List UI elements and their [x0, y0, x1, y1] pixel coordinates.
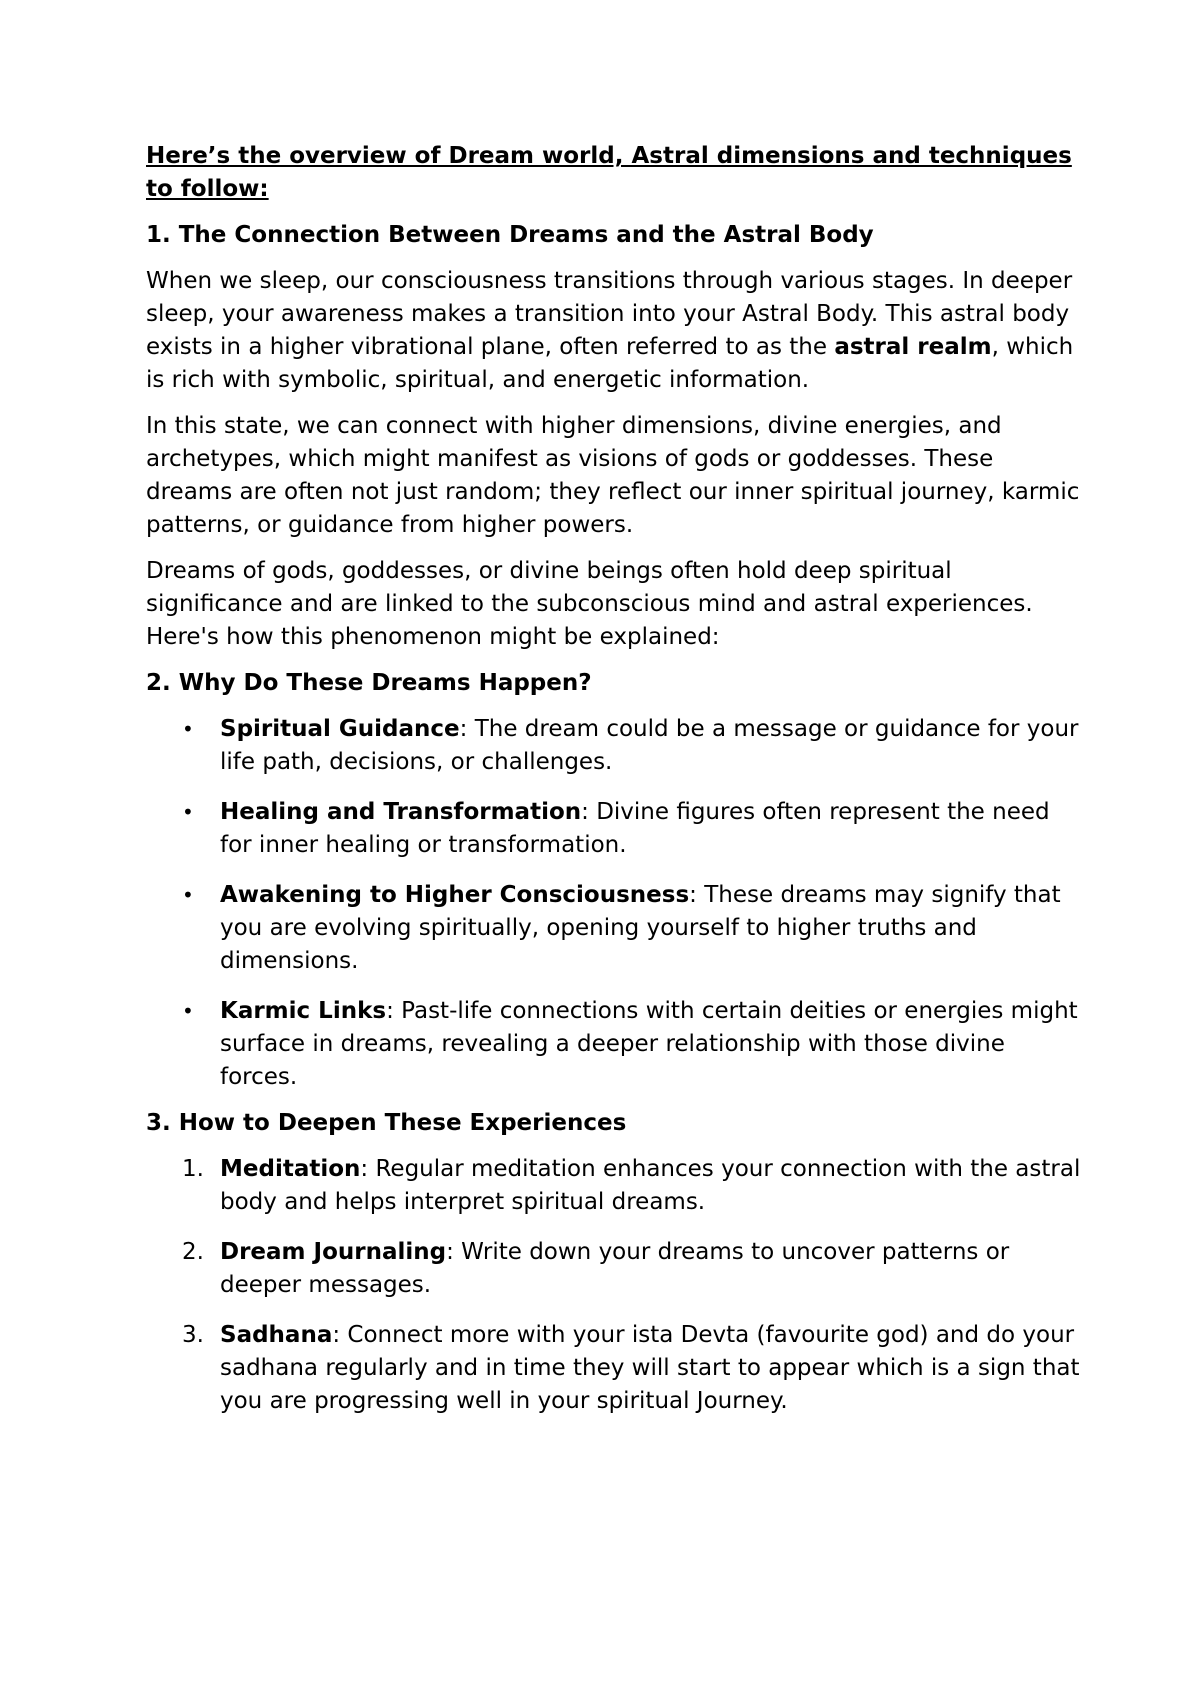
item-text: : Connect more with your ista Devta (favourite god) and do your sadhana regularly and in time they will start to appear which is a sign that you are progressing well in your spiritual Journey. — [220, 1322, 1080, 1414]
item-number: 3. — [182, 1322, 204, 1348]
section-1-paragraph-1 — [146, 265, 1086, 397]
section-1-paragraph-3: Dreams of gods, goddesses, or divine beings often hold deep spiritual significance and are linked to the subconscious mind and astral experiences. Here's how this phenomenon might be explained: — [146, 558, 1033, 650]
techniques-list — [146, 1153, 1086, 1418]
list-item — [146, 1319, 1086, 1418]
item-term: Awakening to Higher Consciousness — [220, 882, 690, 908]
item-text: : The dream could be a message or guidance for your life path, decisions, or challenges. — [220, 716, 1079, 775]
list-item — [146, 995, 1086, 1094]
document-page — [146, 140, 1086, 1431]
item-term: Healing and Transformation — [220, 799, 582, 825]
item-text: : Divine figures often represent the need for inner healing or transformation. — [220, 799, 1050, 858]
item-text: : Regular meditation enhances your connection with the astral body and helps interpret spiritual dreams. — [220, 1156, 1081, 1215]
section-3-heading: 3. How to Deepen These Experiences — [146, 1110, 627, 1136]
section-1-paragraph-2: In this state, we can connect with higher dimensions, divine energies, and archetypes, which might manifest as visions of gods or goddesses. These dreams are often not just random; they reflect our inner spiritual journey, karmic patterns, or guidance from higher powers. — [146, 413, 1080, 538]
item-term: Dream Journaling — [220, 1239, 447, 1265]
item-term: Spiritual Guidance — [220, 716, 460, 742]
bullet-icon: • — [182, 800, 194, 824]
list-item — [146, 879, 1086, 978]
item-term: Meditation — [220, 1156, 361, 1182]
item-text: : Past-life connections with certain deities or energies might surface in dreams, revealing a deeper relationship with those divine forces. — [220, 998, 1078, 1090]
paragraph-text: When we sleep, our consciousness transitions through various stages. In deeper sleep, your awareness makes a transition into your Astral Body. This astral body exists in a higher vibrational plane, often referred to as the — [146, 268, 1073, 360]
item-term: Karmic Links — [220, 998, 387, 1024]
item-term: Sadhana — [220, 1322, 333, 1348]
item-text: : These dreams may signify that you are evolving spiritually, opening yourself to higher truths and dimensions. — [220, 882, 1061, 974]
list-item — [146, 796, 1086, 862]
list-item — [146, 1236, 1086, 1302]
list-item — [146, 1153, 1086, 1219]
section-2-heading: 2. Why Do These Dreams Happen? — [146, 670, 592, 696]
reasons-list — [146, 713, 1086, 1094]
astral-realm-term: astral realm — [834, 334, 992, 360]
bullet-icon: • — [182, 999, 194, 1023]
item-number: 2. — [182, 1239, 204, 1265]
document-title: Here’s the overview of Dream world, Astral dimensions and techniques to follow: — [146, 143, 1072, 202]
item-number: 1. — [182, 1156, 204, 1182]
item-text: : Write down your dreams to uncover patterns or deeper messages. — [220, 1239, 1010, 1298]
paragraph-text: , which is rich with symbolic, spiritual, and energetic information. — [146, 334, 1074, 393]
bullet-icon: • — [182, 883, 194, 907]
list-item — [146, 713, 1086, 779]
bullet-icon: • — [182, 717, 194, 741]
section-1-heading: 1. The Connection Between Dreams and the Astral Body — [146, 222, 874, 248]
